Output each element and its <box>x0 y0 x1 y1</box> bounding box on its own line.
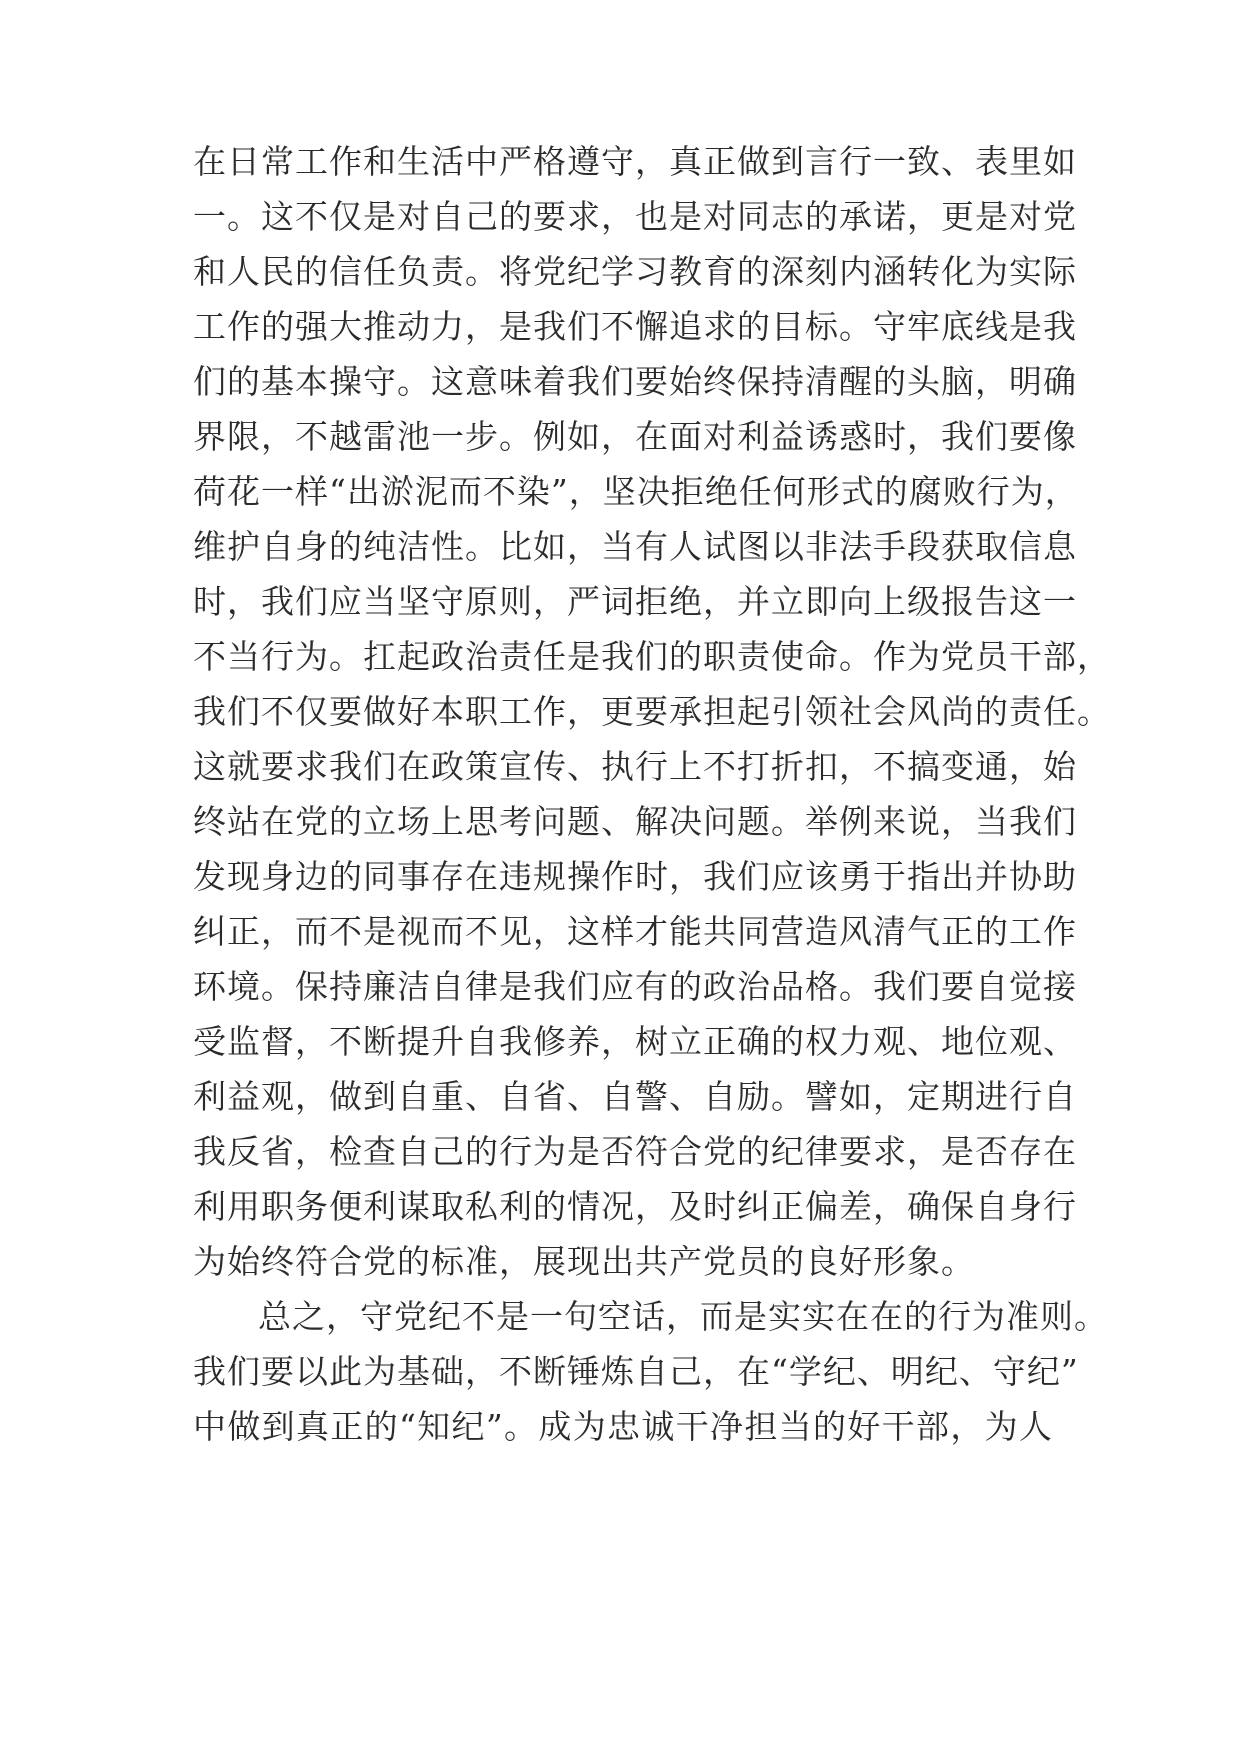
text-line: 在日常工作和生活中严格遵守，真正做到言行一致、表里如 <box>193 142 1077 181</box>
text-line: 终站在党的立场上思考问题、解决问题。举例来说，当我们 <box>193 802 1077 841</box>
text-line: 利益观，做到自重、自省、自警、自励。譬如，定期进行自 <box>193 1077 1077 1116</box>
text-line: 维护自身的纯洁性。比如，当有人试图以非法手段获取信息 <box>193 527 1077 566</box>
text-line: 纠正，而不是视而不见，这样才能共同营造风清气正的工作 <box>193 912 1077 951</box>
text-line: 界限，不越雷池一步。例如，在面对利益诱惑时，我们要像 <box>193 417 1077 456</box>
text-line: 我反省，检查自己的行为是否符合党的纪律要求，是否存在 <box>193 1132 1077 1171</box>
text-line: 我们不仅要做好本职工作，更要承担起引领社会风尚的责任。 <box>193 692 1111 731</box>
text-line: 利用职务便利谋取私利的情况，及时纠正偏差，确保自身行 <box>193 1187 1077 1226</box>
text-line: 一。这不仅是对自己的要求，也是对同志的承诺，更是对党 <box>193 197 1077 236</box>
text-line: 中做到真正的“知纪”。成为忠诚干净担当的好干部，为人 <box>193 1407 1053 1446</box>
text-line: 我们要以此为基础，不断锤炼自己，在“学纪、明纪、守纪” <box>193 1352 1079 1391</box>
text-line: 不当行为。扛起政治责任是我们的职责使命。作为党员干部， <box>193 637 1111 676</box>
text-line: 为始终符合党的标准，展现出共产党员的良好形象。 <box>193 1242 975 1281</box>
text-line: 受监督，不断提升自我修养，树立正确的权力观、地位观、 <box>193 1022 1077 1061</box>
text-line: 总之，守党纪不是一句空话，而是实实在在的行为准则。 <box>258 1297 1108 1336</box>
text-line: 们的基本操守。这意味着我们要始终保持清醒的头脑，明确 <box>193 362 1077 401</box>
text-line: 时，我们应当坚守原则，严词拒绝，并立即向上级报告这一 <box>193 582 1077 621</box>
text-line: 和人民的信任负责。将党纪学习教育的深刻内涵转化为实际 <box>193 252 1077 291</box>
text-line: 环境。保持廉洁自律是我们应有的政治品格。我们要自觉接 <box>193 967 1077 1006</box>
text-line: 工作的强大推动力，是我们不懈追求的目标。守牢底线是我 <box>193 307 1077 346</box>
text-line: 这就要求我们在政策宣传、执行上不打折扣，不搞变通，始 <box>193 747 1077 786</box>
text-line: 荷花一样“出淤泥而不染”，坚决拒绝任何形式的腐败行为， <box>193 472 1079 511</box>
text-line: 发现身边的同事存在违规操作时，我们应该勇于指出并协助 <box>193 857 1077 896</box>
